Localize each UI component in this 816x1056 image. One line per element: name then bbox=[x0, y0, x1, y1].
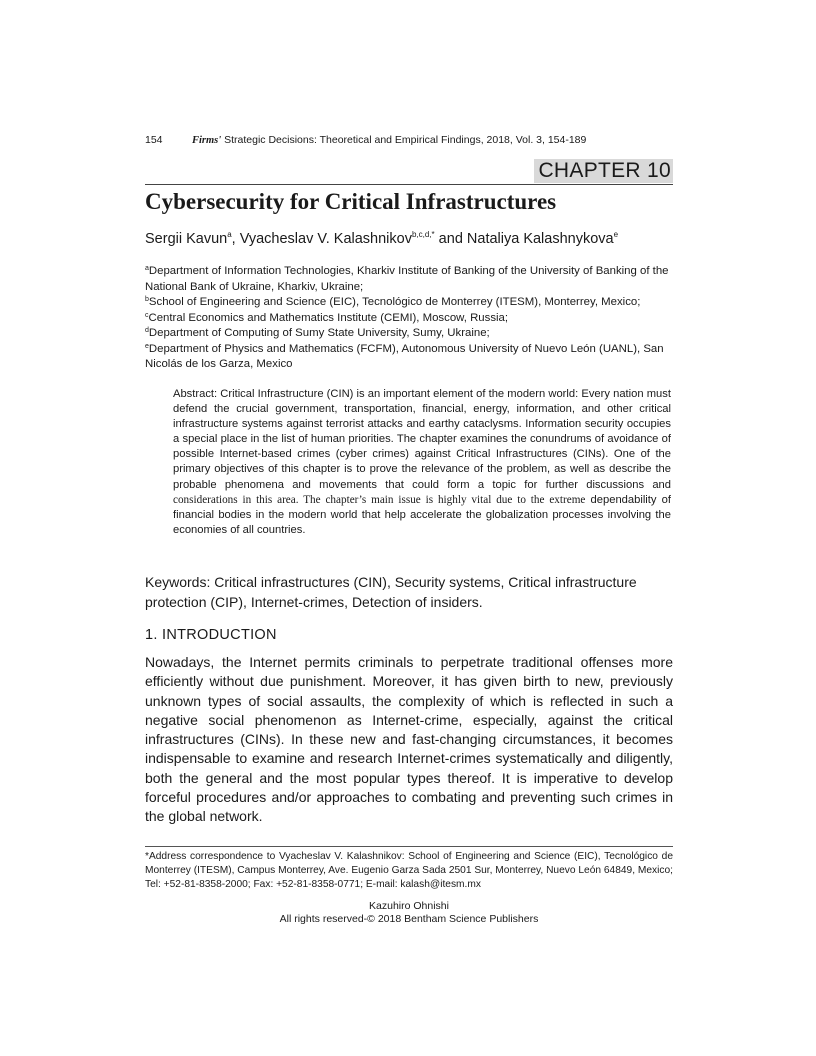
page-number: 154 bbox=[145, 134, 163, 146]
author-affil-sup: b,c,d,* bbox=[411, 230, 435, 239]
affiliation bbox=[145, 311, 673, 327]
journal-name-italic: Firms' bbox=[192, 135, 222, 146]
running-head bbox=[145, 134, 673, 146]
affiliation-text: School of Engineering and Science (EIC), Tecnológico de Monterrey (ITESM), Monterrey, Mexico; bbox=[148, 296, 641, 308]
chapter-banner bbox=[145, 159, 673, 185]
affiliation-text: Department of Information Technologies, Kharkiv Institute of Banking of the University of Banking of the National Bank of Ukraine, Kharkiv, Ukraine; bbox=[145, 265, 669, 293]
affiliation-text: Department of Physics and Mathematics (FCFM), Autonomous University of Nuevo León (UANL), San Nicolás de los Garza, Mexico bbox=[145, 342, 664, 370]
affiliations bbox=[145, 264, 673, 373]
section-heading: 1. INTRODUCTION bbox=[145, 627, 277, 643]
author-line bbox=[145, 229, 673, 249]
chapter-title: Cybersecurity for Critical Infrastructures bbox=[145, 189, 557, 214]
intro-paragraph: Nowadays, the Internet permits criminals to perpetrate traditional offenses more efficiently without due punishment. Moreover, it has given birth to new, previously unknown types of social assaults, the complexity of which is reflected in such a negative social phenomenon as Internet-crime, especially, against the critical infrastructures (CINs). In these new and fast-changing circumstances, it becomes indispensable to examine and research Internet-crimes systematically and diligently, both the general and the most popular types thereof. It is imperative to develop forceful procedures and/or approaches to combating and preventing such crimes in the global network. bbox=[145, 654, 673, 825]
author-name: Nataliya Kalashnykova bbox=[466, 231, 614, 247]
author-separator: , bbox=[231, 231, 240, 247]
editor-name: Kazuhiro Ohnishi bbox=[369, 900, 449, 912]
affiliation-sup: c bbox=[145, 311, 149, 319]
affiliation bbox=[145, 295, 673, 311]
affiliation-text: Department of Computing of Sumy State University, Sumy, Ukraine; bbox=[148, 327, 490, 339]
affiliation-sup: a bbox=[145, 265, 149, 272]
keywords: Keywords: Critical infrastructures (CIN), Security systems, Critical infrastructure protection (CIP), Internet-crimes, Detection of insiders. bbox=[145, 574, 637, 610]
author-affil-sup: a bbox=[227, 230, 232, 239]
affiliation-sup: b bbox=[145, 296, 149, 303]
affiliation bbox=[145, 326, 673, 342]
author-name: Vyacheslav V. Kalashnikov bbox=[239, 231, 412, 247]
abstract-text-serif: considerations in this area. The chapter’s main issue is highly vital due to the extreme bbox=[173, 493, 586, 506]
chapter-label: CHAPTER 10 bbox=[534, 159, 673, 183]
author-separator: and bbox=[434, 231, 467, 247]
affiliation bbox=[145, 264, 673, 295]
abstract-text: Abstract: Critical Infrastructure (CIN) is an important element of the modern world: Every nation must defend the crucial government, transportation, financial, energy, information, and other critical infrastructure systems against terrorist attacks and earthy cataclysms. Information security occupies a special place in the list of human priorities. The chapter examines the conundrums of avoidance of possible Internet-based crimes (cyber crimes) against Critical Infrastructures (CINs). One of the primary objectives of this chapter is to prove the relevance of the problem, as well as describe the probable phenomena and movements that could form a topic for further discussions and bbox=[173, 388, 671, 491]
author-name: Sergii Kavun bbox=[145, 231, 228, 247]
correspondence-footnote: *Address correspondence to Vyacheslav V. Kalashnikov: School of Engineering and Science (EIC), Tecnológico de Monterrey (ITESM), Campus Monterrey, Ave. Eugenio Garza Sada 2501 Sur, Monterrey, Nuevo León 64849, Mexico; Tel: +52-81-8358-2000; Fax: +52-81-8358-0771; E-mail: kalash@itesm.mx bbox=[145, 851, 673, 890]
affiliation bbox=[145, 342, 673, 373]
abstract bbox=[173, 387, 671, 538]
copyright-notice: All rights reserved-© 2018 Bentham Science Publishers bbox=[279, 913, 539, 925]
journal-citation: Strategic Decisions: Theoretical and Empirical Findings, 2018, Vol. 3, 154-189 bbox=[221, 134, 587, 146]
author-affil-sup: e bbox=[613, 230, 619, 239]
footnote-divider bbox=[145, 846, 673, 847]
abstract-text: dependability of financial bodies in the modern world that help accelerate the globalization processes involving the economies of all countries. bbox=[173, 493, 672, 536]
affiliation-sup: d bbox=[145, 327, 149, 334]
affiliation-sup: e bbox=[145, 342, 149, 350]
affiliation-text: Central Economics and Mathematics Institute (CEMI), Moscow, Russia; bbox=[148, 311, 509, 324]
